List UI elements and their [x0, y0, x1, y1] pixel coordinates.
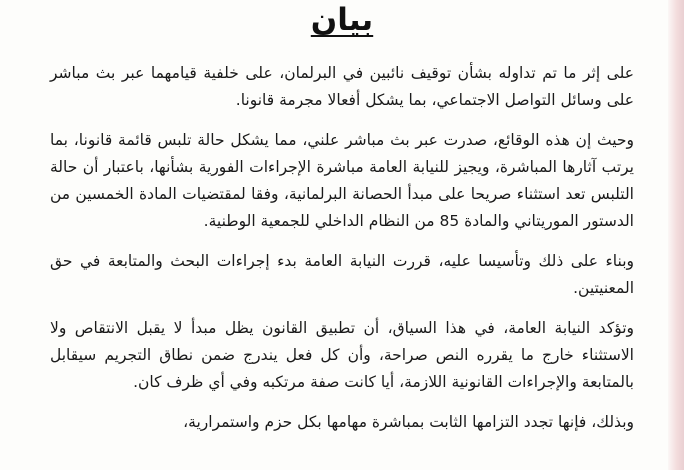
- paragraph-2: وحيث إن هذه الوقائع، صدرت عبر بث مباشر علني، مما يشكل حالة تلبس قائمة قانونا، بما يرتب آثارها المباشرة، ويجيز للنيابة العامة مباشرة الإجراءات الفورية بشأنها، باعتبار أن حالة التلبس تعد استثناء صريحا على مبدأ الحصانة البرلمانية، وفقا لمقتضيات المادة الخمسين من الدستور الموريتاني والمادة 85 من النظام الداخلي للجمعية الوطنية.: [50, 131, 634, 230]
- paragraph-3: وبناء على ذلك وتأسيسا عليه، قررت النيابة العامة بدء إجراءات البحث والمتابعة في حق المعنيتين.: [50, 252, 634, 297]
- paragraph-5: وبذلك، فإنها تجدد التزامها الثابت بمباشرة مهامها بكل حزم واستمرارية،: [183, 413, 634, 431]
- paragraph-1: على إثر ما تم تداوله بشأن توقيف نائبين في البرلمان، على خلفية قيامهما عبر بث مباشر على وسائل التواصل الاجتماعي، بما يشكل أفعالا مجرمة قانونا.: [50, 64, 634, 109]
- document-title-text: بيان: [310, 2, 374, 38]
- page-edge-shadow: [668, 0, 684, 470]
- paragraph-4: وتؤكد النيابة العامة، في هذا السياق، أن تطبيق القانون يظل مبدأ لا يقبل الانتقاص ولا الاستثناء خارج ما يقرره النص صراحة، وأن كل فعل يندرج ضمن نطاق التجريم سيقابل بالمتابعة والإجراءات القانونية اللازمة، أيا كانت صفة مرتكبه وفي أي ظرف كان.: [50, 319, 634, 391]
- document-title: [0, 2, 684, 38]
- document-body: [50, 60, 634, 449]
